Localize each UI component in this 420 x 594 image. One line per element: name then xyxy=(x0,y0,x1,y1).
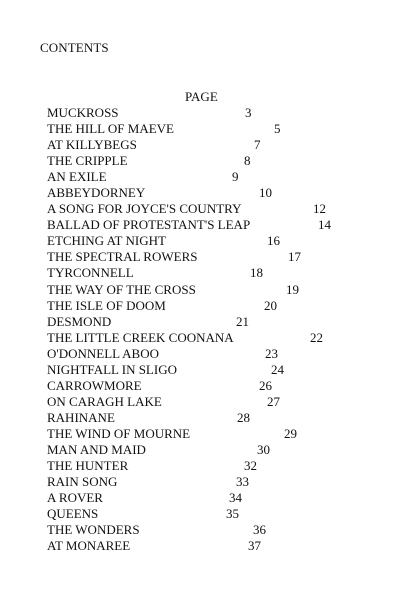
toc-entry-page: 33 xyxy=(236,474,249,490)
toc-entry-title: AN EXILE xyxy=(47,169,107,185)
toc-entry[interactable] xyxy=(47,314,417,330)
toc-entry-page: 35 xyxy=(226,506,239,522)
toc-entry-page: 9 xyxy=(232,169,239,185)
toc-entry-title: THE WONDERS xyxy=(47,522,140,538)
toc-entry-title: THE CRIPPLE xyxy=(47,153,128,169)
toc-entry[interactable] xyxy=(47,282,417,298)
toc-entry[interactable] xyxy=(47,474,417,490)
toc-entry[interactable] xyxy=(47,458,417,474)
toc-entry-page: 23 xyxy=(265,345,278,361)
toc-entry-page: 16 xyxy=(267,233,280,249)
toc-entry[interactable] xyxy=(47,490,417,506)
toc-entry-page: 32 xyxy=(244,458,257,474)
toc-entry-title: THE HILL OF MAEVE xyxy=(47,121,174,137)
toc-entry-page: 20 xyxy=(264,297,277,313)
toc-entry-title: BALLAD OF PROTESTANT'S LEAP xyxy=(47,217,251,233)
toc-entry-title: THE WIND OF MOURNE xyxy=(47,425,191,441)
toc-entry[interactable] xyxy=(47,346,417,362)
toc-entry-page: 36 xyxy=(253,522,266,538)
toc-entry-title: A ROVER xyxy=(47,490,103,506)
table-of-contents xyxy=(47,105,417,554)
toc-entry-title: AT KILLYBEGS xyxy=(47,137,137,153)
toc-entry[interactable] xyxy=(47,121,417,137)
toc-entry-page: 8 xyxy=(244,153,251,169)
toc-entry-title: MAN AND MAID xyxy=(47,441,146,457)
toc-entry[interactable] xyxy=(47,265,417,281)
toc-entry-title: A SONG FOR JOYCE'S COUNTRY xyxy=(47,201,242,217)
toc-entry[interactable] xyxy=(47,426,417,442)
toc-entry[interactable] xyxy=(47,410,417,426)
toc-entry-title: RAHINANE xyxy=(47,409,115,425)
toc-entry[interactable] xyxy=(47,233,417,249)
toc-entry-page: 37 xyxy=(248,538,261,554)
toc-entry[interactable] xyxy=(47,506,417,522)
toc-entry[interactable] xyxy=(47,137,417,153)
toc-entry[interactable] xyxy=(47,330,417,346)
toc-entry-page: 19 xyxy=(286,281,299,297)
toc-entry-page: 30 xyxy=(257,441,270,457)
toc-entry[interactable] xyxy=(47,362,417,378)
contents-heading: CONTENTS xyxy=(40,40,109,55)
toc-entry[interactable] xyxy=(47,298,417,314)
toc-entry-page: 21 xyxy=(236,313,249,329)
toc-entry-title: ETCHING AT NIGHT xyxy=(47,233,166,249)
toc-entry-title: ON CARAGH LAKE xyxy=(47,393,162,409)
toc-entry-title: O'DONNELL ABOO xyxy=(47,345,159,361)
toc-entry-page: 17 xyxy=(288,249,301,265)
toc-entry-page: 7 xyxy=(254,137,261,153)
toc-entry[interactable] xyxy=(47,153,417,169)
toc-entry[interactable] xyxy=(47,394,417,410)
toc-entry-page: 27 xyxy=(267,393,280,409)
toc-entry[interactable] xyxy=(47,538,417,554)
toc-entry-title: RAIN SONG xyxy=(47,474,118,490)
toc-entry-page: 3 xyxy=(245,105,252,120)
toc-entry-title: THE ISLE OF DOOM xyxy=(47,297,166,313)
toc-entry-page: 5 xyxy=(274,121,281,137)
toc-entry-title: QUEENS xyxy=(47,506,99,522)
toc-entry-title: NIGHTFALL IN SLIGO xyxy=(47,361,177,377)
toc-entry[interactable] xyxy=(47,442,417,458)
toc-entry-page: 22 xyxy=(310,329,323,345)
toc-entry-title: THE SPECTRAL ROWERS xyxy=(47,249,198,265)
toc-entry-page: 29 xyxy=(284,425,297,441)
toc-entry[interactable] xyxy=(47,217,417,233)
toc-entry-title: MUCKROSS xyxy=(47,105,119,120)
toc-entry-page: 28 xyxy=(237,409,250,425)
toc-entry-page: 14 xyxy=(318,217,331,233)
page-column-label: PAGE xyxy=(185,89,218,104)
toc-entry-title: CARROWMORE xyxy=(47,377,142,393)
toc-entry[interactable] xyxy=(47,185,417,201)
toc-entry[interactable] xyxy=(47,169,417,185)
toc-entry[interactable] xyxy=(47,522,417,538)
toc-entry-page: 18 xyxy=(250,265,263,281)
toc-entry-title: ABBEYDORNEY xyxy=(47,185,146,201)
toc-entry-title: DESMOND xyxy=(47,313,112,329)
toc-entry-page: 24 xyxy=(271,361,284,377)
toc-entry-title: AT MONAREE xyxy=(47,538,131,554)
toc-entry[interactable] xyxy=(47,249,417,265)
toc-entry-title: THE HUNTER xyxy=(47,458,129,474)
toc-entry[interactable] xyxy=(47,378,417,394)
toc-entry[interactable] xyxy=(47,201,417,217)
toc-entry[interactable] xyxy=(47,105,417,121)
toc-entry-title: TYRCONNELL xyxy=(47,265,134,281)
toc-entry-page: 12 xyxy=(313,201,326,217)
toc-entry-page: 10 xyxy=(259,185,272,201)
toc-entry-page: 26 xyxy=(259,377,272,393)
toc-entry-page: 34 xyxy=(229,490,242,506)
toc-entry-title: THE WAY OF THE CROSS xyxy=(47,281,196,297)
toc-entry-title: THE LITTLE CREEK COONANA xyxy=(47,329,234,345)
